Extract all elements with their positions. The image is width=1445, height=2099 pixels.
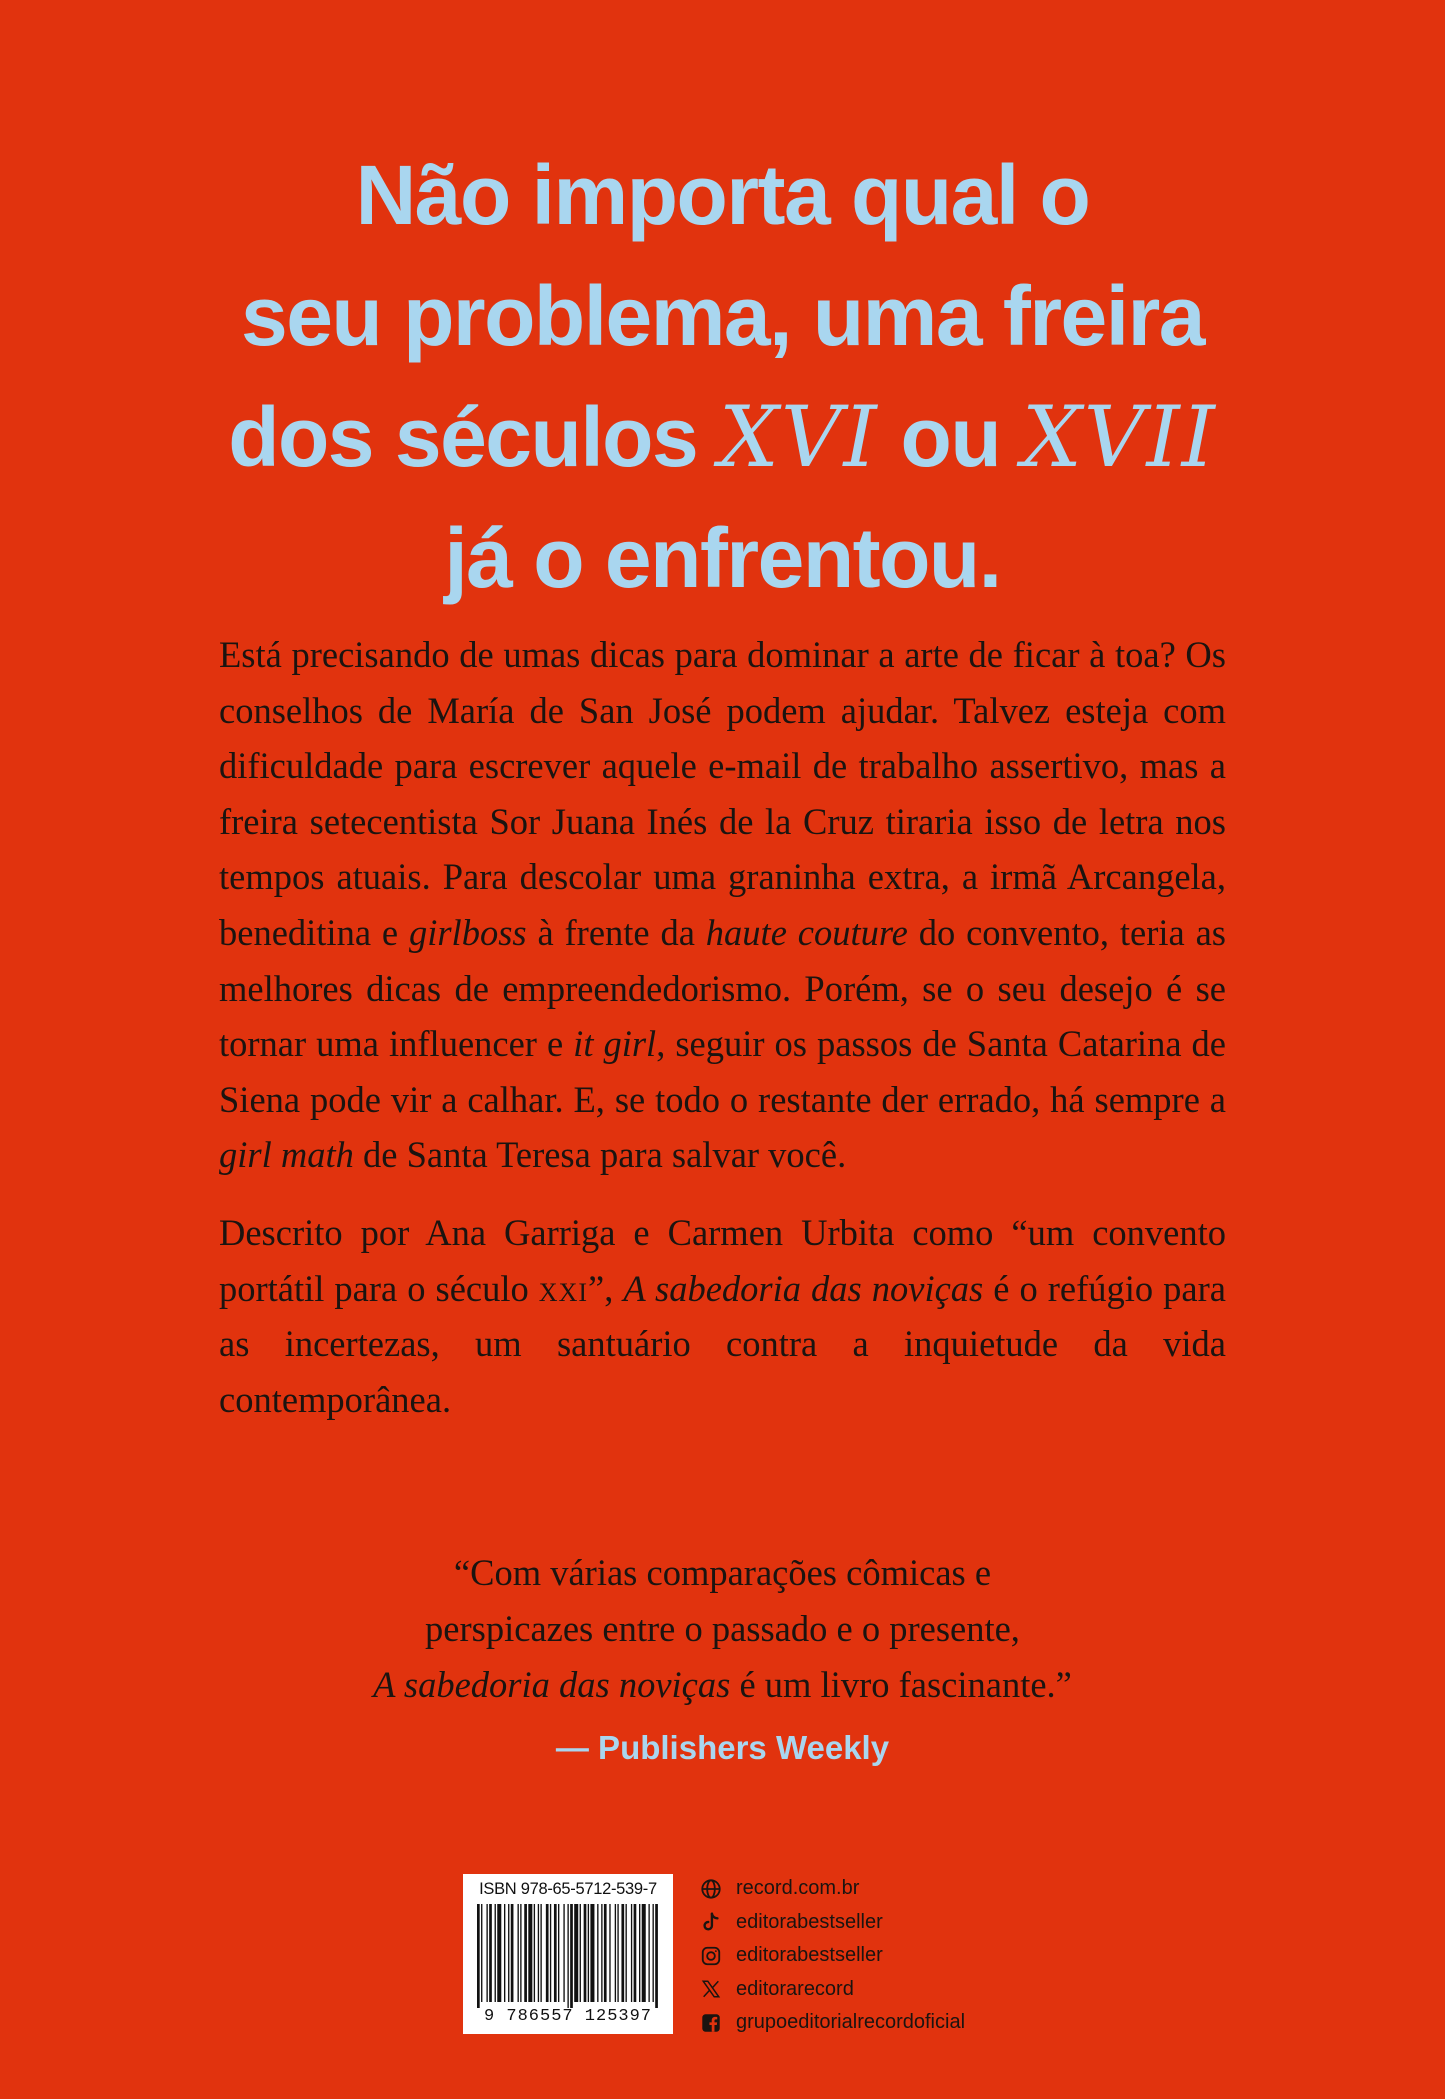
synopsis-text: à frente da: [526, 911, 706, 953]
contact-website-text: record.com.br: [736, 1877, 860, 1900]
contact-instagram[interactable]: [700, 1939, 1100, 1973]
contact-x-text: editorarecord: [736, 1977, 854, 2000]
barcode-bar: [590, 1904, 594, 2002]
barcode-bar: [631, 1904, 632, 2002]
headline: [120, 135, 1325, 619]
globe-icon: [700, 1878, 722, 1900]
contact-facebook[interactable]: [700, 2006, 1100, 2040]
contact-tiktok-text: editorabestseller: [736, 1910, 883, 1933]
barcode-bar: [534, 1904, 535, 2002]
barcode-bar: [642, 1904, 646, 2002]
barcode-bars: [475, 1904, 661, 2008]
contact-website[interactable]: [700, 1872, 1100, 1906]
barcode-bar: [563, 1904, 564, 2002]
barcode-bar: [504, 1904, 505, 2002]
barcode-bar: [497, 1904, 501, 2002]
barcode-bar: [604, 1904, 607, 2002]
roman-numeral-xvi: XVI: [719, 388, 879, 486]
contact-instagram-text: editorabestseller: [736, 1944, 883, 1967]
quote-attribution: — Publishers Weekly: [555, 1729, 890, 1766]
barcode-bar: [574, 1904, 578, 2002]
synopsis-paragraph-2: [219, 1205, 1226, 1427]
barcode-bar: [524, 1904, 527, 2002]
barcode-bar: [580, 1904, 581, 2002]
barcode-bar: [615, 1904, 616, 2002]
barcode-bar: [648, 1904, 649, 2002]
synopsis-text: do convento, teria as melhores dicas de empreendedorismo. Porém, se o seu desejo é se tornar uma influencer e: [219, 911, 1226, 1065]
barcode-bar: [511, 1904, 514, 2002]
barcode-bar: [554, 1904, 557, 2002]
barcode-bar: [597, 1904, 598, 2002]
quote-line-3: [240, 1657, 1205, 1713]
barcode-bar: [528, 1904, 532, 2002]
synopsis-text: ”,: [588, 1267, 624, 1309]
barcode-bar: [584, 1904, 587, 2002]
synopsis-italic-it-girl: it girl: [573, 1023, 657, 1065]
synopsis-text: é o refúgio para as incertezas, um santuário contra a inquietude da vida contemporânea.: [219, 1267, 1226, 1420]
barcode-bar: [538, 1904, 539, 2002]
contact-x[interactable]: [700, 1973, 1100, 2007]
quote-line-2: perspicazes entre o passado e o presente,: [425, 1608, 1020, 1649]
review-quote: [240, 1545, 1205, 1713]
contact-facebook-text: grupoeditorialrecordoficial: [736, 2011, 966, 2034]
facebook-icon: [700, 2012, 722, 2034]
synopsis-italic-girl-math: girl math: [219, 1134, 354, 1176]
tiktok-icon: [700, 1911, 722, 1933]
headline-line-4: já o enfrentou.: [444, 511, 1001, 605]
barcode-bar: [477, 1904, 480, 2008]
headline-line-2: seu problema, uma freira: [240, 269, 1205, 363]
barcode-bar: [609, 1904, 610, 2002]
barcode-bar: [634, 1904, 637, 2002]
headline-line-3-mid: ou: [878, 390, 1022, 484]
contact-tiktok[interactable]: [700, 1906, 1100, 1940]
synopsis-text: Descrito por Ana Garriga e Carmen Urbita como “um convento portátil para o século: [219, 1211, 1226, 1309]
publisher-contacts: [700, 1872, 1100, 2040]
quote-book-title: A sabedoria das noviças: [373, 1664, 731, 1705]
barcode-bar: [481, 1904, 482, 2002]
barcode-bar: [546, 1904, 549, 2002]
barcode-bar: [558, 1904, 559, 2002]
synopsis-text: Está precisando de umas dicas para dominar a arte de ficar à toa? Os conselhos de María de San José podem ajudar. Talvez esteja com dificuldade para escrever aquele e-mail de trabalho assertivo, mas a freira setecentista Sor Juana Inés de la Cruz tiraria isso de letra nos tempos atuais. Para descolar uma graninha extra, a irmã Arcangela, beneditina e: [219, 634, 1226, 953]
barcode-bar: [508, 1904, 509, 2002]
synopsis-italic-haute-couture: haute couture: [705, 911, 908, 953]
barcode-bar: [621, 1904, 624, 2002]
roman-numeral-xvii: XVII: [1021, 388, 1217, 486]
century-numeral: xxi: [538, 1267, 589, 1309]
barcode-bar: [489, 1904, 492, 2002]
barcode-bar: [495, 1904, 496, 2002]
barcode-bar: [588, 1904, 589, 2002]
synopsis-paragraph-1: [219, 627, 1226, 1183]
quote-line-1: “Com várias comparações cômicas e: [453, 1552, 992, 1593]
isbn-barcode: [463, 1874, 673, 2034]
synopsis-italic-girlboss: girlboss: [408, 911, 527, 953]
barcode-bar: [486, 1904, 487, 2002]
isbn-label: ISBN 978-65-5712-539-7: [479, 1880, 657, 1898]
x-icon: [700, 1978, 722, 2000]
barcode-bar: [639, 1904, 640, 2002]
barcode-bar: [626, 1904, 627, 2002]
quote-line-3-rest: é um livro fascinante.”: [730, 1664, 1072, 1705]
barcode-bar: [540, 1904, 541, 2002]
barcode-bar: [653, 1904, 654, 2002]
barcode-bar: [550, 1904, 551, 2002]
headline-line-1: Não importa qual o: [355, 148, 1090, 242]
barcode-bar: [518, 1904, 519, 2002]
barcode-bar: [601, 1904, 602, 2002]
synopsis: [219, 627, 1226, 1427]
barcode-bar: [520, 1904, 521, 2002]
synopsis-text: , seguir os passos de Santa Catarina de Siena pode vir a calhar. E, se todo o restante der errado, há sempre a: [219, 1023, 1226, 1120]
instagram-icon: [700, 1945, 722, 1967]
barcode-bar: [617, 1904, 618, 2002]
barcode-bar: [567, 1904, 568, 2008]
barcode-bar: [655, 1904, 658, 2008]
book-title-italic: A sabedoria das noviças: [623, 1267, 984, 1309]
headline-line-3: [120, 377, 1325, 498]
headline-line-3-start: dos séculos: [228, 390, 720, 484]
synopsis-text: de Santa Teresa para salvar você.: [353, 1134, 847, 1176]
barcode-bar: [570, 1904, 573, 2008]
barcode-digits: 9 786557 125397: [483, 2007, 653, 2026]
